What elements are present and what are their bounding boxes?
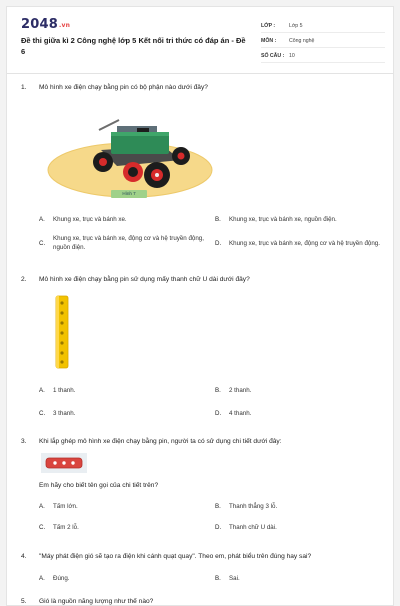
option-a[interactable]: A. Tấm lớn. xyxy=(39,503,78,510)
electric-car-image xyxy=(41,102,219,202)
meta-row-subject: MÔN : Công nghệ xyxy=(261,35,385,48)
u-bar-image xyxy=(43,291,83,377)
page-title: Đề thi giữa kì 2 Công nghệ lớp 5 Kết nối tri thức có đáp án - Đề 6 xyxy=(21,36,246,56)
option-b[interactable]: B. Thanh thẳng 3 lỗ. xyxy=(215,503,278,510)
question-text: Mô hình xe điện chạy bằng pin sử dụng mấy thanh chữ U dài dưới đây? xyxy=(39,276,250,283)
question-5 xyxy=(21,597,381,606)
question-4-options xyxy=(21,574,381,583)
question-1 xyxy=(21,83,381,92)
question-text: Khi lắp ghép mô hình xe điện chạy bằng pin, người ta có sử dụng chi tiết dưới đây: xyxy=(39,438,282,445)
meta-row-count: SỐ CÂU : 10 xyxy=(261,50,385,63)
question-number: 4. xyxy=(21,553,27,560)
question-text: "Máy phát điện gió sẽ tạo ra điện khi cánh quạt quay". Theo em, phát biểu trên đúng hay sai? xyxy=(39,553,312,560)
figure-caption: Hình 7 xyxy=(111,190,147,198)
u-bar-figure xyxy=(43,291,83,377)
option-d[interactable]: D. Thanh chữ U dài. xyxy=(215,524,277,531)
question-number: 1. xyxy=(21,84,27,91)
question-number: 5. xyxy=(21,598,27,605)
question-3 xyxy=(21,437,381,446)
option-b[interactable]: B. Khung xe, trục và bánh xe, nguồn điện. xyxy=(215,216,337,223)
question-subtext: Em hãy cho biết tên gọi của chi tiết trên? xyxy=(39,482,159,489)
electric-car-figure xyxy=(41,102,219,202)
three-hole-bar-image xyxy=(41,453,87,473)
question-text: Mô hình xe điện chạy bằng pin có bộ phận nào dưới đây? xyxy=(39,84,208,91)
option-c[interactable]: C. 3 thanh. xyxy=(39,410,76,417)
question-number: 2. xyxy=(21,276,27,283)
question-text: Gió là nguồn năng lượng như thế nào? xyxy=(39,598,154,605)
option-b[interactable]: B. 2 thanh. xyxy=(215,387,252,394)
option-d[interactable]: D. 4 thanh. xyxy=(215,410,252,417)
document-page xyxy=(6,6,394,606)
three-hole-bar-figure xyxy=(41,453,87,473)
option-a[interactable]: A. Khung xe, trục và bánh xe. xyxy=(39,216,127,223)
option-a[interactable]: A. Đúng. xyxy=(39,575,70,582)
document-header xyxy=(7,7,393,65)
question-3-subtext xyxy=(21,481,381,490)
question-3-options xyxy=(21,502,381,532)
option-c[interactable]: C. Khung xe, trục và bánh xe, động cơ và hệ truyền động, nguồn điện. xyxy=(39,235,204,251)
document-meta xyxy=(261,20,385,65)
question-2-options xyxy=(21,386,381,418)
meta-row-class: LỚP : Lớp 5 xyxy=(261,20,385,33)
question-4 xyxy=(21,552,381,561)
option-d[interactable]: D. Khung xe, trục và bánh xe, động cơ và hệ truyền động. xyxy=(215,239,380,247)
question-2 xyxy=(21,275,381,284)
option-b[interactable]: B. Sai. xyxy=(215,575,240,582)
header-divider xyxy=(7,73,393,74)
option-c[interactable]: C. Tấm 2 lỗ. xyxy=(39,524,79,531)
site-logo[interactable]: 2048.vn xyxy=(21,17,71,32)
question-number: 3. xyxy=(21,438,27,445)
option-a[interactable]: A. 1 thanh. xyxy=(39,387,76,394)
question-1-options xyxy=(21,215,381,252)
